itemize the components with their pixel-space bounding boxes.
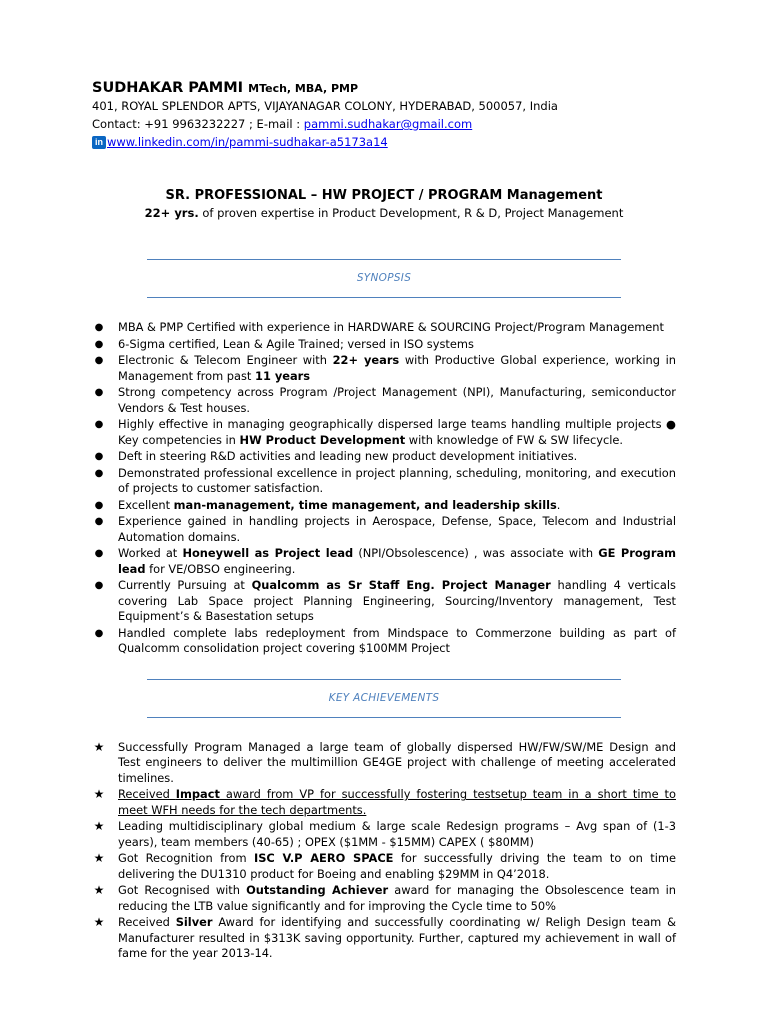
bullet-icon: ● <box>94 419 104 431</box>
bullet-icon: ● <box>94 467 104 479</box>
list-item <box>92 498 676 513</box>
item-text: Strong competency across Program /Project Management (NPI), Manufacturing, semiconductor Vendors & Test houses. <box>118 385 676 415</box>
phone-text: Contact: +91 9963232227 ; E-mail : <box>92 117 304 131</box>
list-item <box>92 449 676 464</box>
star-icon: ★ <box>93 851 105 866</box>
item-text: MBA & PMP Certified with experience in HARDWARE & SOURCING Project/Program Management <box>118 320 664 334</box>
item-text: Currently Pursuing at <box>118 578 252 593</box>
list-item <box>92 320 676 335</box>
item-text: Received <box>118 787 176 802</box>
synopsis-list <box>92 320 676 658</box>
item-text: with knowledge of FW & SW lifecycle. <box>405 432 624 447</box>
professional-subtitle <box>0 206 768 220</box>
linkedin-line <box>92 135 388 149</box>
divider-line <box>147 259 621 260</box>
achievements-heading: KEY ACHIEVEMENTS <box>328 692 440 704</box>
list-item <box>92 546 676 577</box>
item-emphasis: Qualcomm as Sr Staff Eng. Project Manager <box>251 578 551 593</box>
star-icon: ★ <box>93 740 105 754</box>
list-item <box>92 514 676 545</box>
item-text: Highly effective in managing geographically dispersed large teams handling multiple projects ● Key competencies in <box>118 417 676 447</box>
postal-address: 401, ROYAL SPLENDOR APTS, VIJAYANAGAR COLONY, HYDERABAD, 500057, India <box>92 99 558 113</box>
bullet-icon: ● <box>94 322 104 333</box>
item-text: with Productive Global experience, working in Management from past <box>118 353 676 383</box>
item-text: Demonstrated professional excellence in project planning, scheduling, monitoring, and execution of projects to customer satisfaction. <box>118 465 676 496</box>
bullet-icon: ● <box>94 387 104 399</box>
item-emphasis: Silver <box>175 915 213 930</box>
candidate-name: SUDHAKAR PAMMI <box>92 80 244 96</box>
star-icon: ★ <box>93 883 105 898</box>
email-link[interactable]: pammi.sudhakar@gmail.com <box>303 117 473 131</box>
item-text: 6-Sigma certified, Lean & Agile Trained; versed in ISO systems <box>118 336 474 351</box>
item-text: award for managing the Obsolescence team in reducing the LTB value significantly and for improving the Cycle time to 50% <box>118 883 676 913</box>
item-emphasis: ISC V.P AERO SPACE <box>253 851 394 866</box>
divider-line <box>147 297 621 298</box>
list-item <box>92 466 676 497</box>
years-experience: 22+ yrs. <box>144 206 199 220</box>
divider-line <box>147 717 621 718</box>
list-item <box>92 337 676 352</box>
item-emphasis: 22+ years <box>332 353 400 368</box>
list-item <box>92 353 676 384</box>
list-item <box>92 578 676 624</box>
item-text: Deft in steering R&D activities and leading new product development initiatives. <box>118 449 578 464</box>
list-item <box>92 626 676 657</box>
item-text: Electronic & Telecom Engineer with <box>118 353 333 368</box>
bullet-icon: ● <box>94 338 104 350</box>
item-emphasis: 11 years <box>255 368 311 383</box>
item-text: for VE/OBSO engineering. <box>145 561 296 576</box>
item-text: Got Recognition from <box>118 851 254 866</box>
item-text: Handled complete labs redeployment from Mindspace to Commerzone building as part of Qualcomm consolidation project covering $100MM Project <box>118 625 676 656</box>
professional-title: SR. PROFESSIONAL – HW PROJECT / PROGRAM Management <box>165 188 603 203</box>
item-emphasis: man-management, time management, and leadership skills <box>173 497 557 512</box>
item-emphasis: Outstanding Achiever <box>246 883 389 898</box>
list-item <box>92 819 676 850</box>
subtitle-text: of proven expertise in Product Development, R & D, Project Management <box>198 206 624 220</box>
synopsis-heading: SYNOPSIS <box>356 272 412 284</box>
item-text: Worked at <box>118 546 183 561</box>
item-text: Leading multidisciplinary global medium & large scale Redesign programs – Avg span of (1-3 years), team members (40-65) ; OPEX ($1MM - $15MM) CAPEX ( $80MM) <box>118 819 676 849</box>
bullet-icon: ● <box>94 355 104 367</box>
item-emphasis: GE Program lead <box>118 546 676 576</box>
achievements-list <box>92 740 676 963</box>
list-item <box>92 417 676 448</box>
candidate-credentials: MTech, MBA, PMP <box>248 82 359 95</box>
linkedin-link[interactable]: www.linkedin.com/in/pammi-sudhakar-a5173a14 <box>107 135 388 149</box>
star-icon: ★ <box>93 915 105 930</box>
item-emphasis: HW Product Development <box>239 432 406 447</box>
bullet-icon: ● <box>94 451 104 463</box>
bullet-icon: ● <box>94 548 104 560</box>
bullet-icon: ● <box>94 499 104 511</box>
item-text: Successfully Program Managed a large team of globally dispersed HW/FW/SW/ME Design and Test engineers to deliver the multimillion GE4GE project with challenge of meeting accelerated timelines. <box>118 740 676 785</box>
item-text: for successfully driving the team to on time delivering the DU1310 product for Boeing and enabling $29MM in Q4’2018. <box>118 851 676 881</box>
item-text: Received <box>118 915 176 930</box>
item-text: . <box>556 497 561 512</box>
list-item <box>92 915 676 961</box>
list-item <box>92 851 676 882</box>
star-icon: ★ <box>93 819 105 834</box>
item-text: award from VP for successfully fostering testsetup team in a short time to meet WFH needs for the tech departments. <box>118 787 676 817</box>
item-text: Got Recognised with <box>118 883 247 898</box>
divider-line <box>147 679 621 680</box>
item-text: (NPI/Obsolescence) , was associate with <box>353 546 599 561</box>
item-text: Experience gained in handling projects in Aerospace, Defense, Space, Telecom and Industrial Automation domains. <box>118 514 676 544</box>
list-item <box>92 883 676 914</box>
item-text: Excellent <box>118 497 174 512</box>
item-text: handling 4 verticals covering Lab Space project Planning Engineering, Sourcing/Inventory management, Test Equipment’s & Basestation setups <box>118 578 676 624</box>
list-item <box>92 385 676 416</box>
list-item <box>92 740 676 786</box>
item-text: Award for identifying and successfully coordinating w/ Religh Design team & Manufacturer resulted in $313K saving opportunity. Further, captured my achievement in wall of fame for the year 2013-14. <box>118 915 676 961</box>
item-emphasis: Impact <box>175 787 220 802</box>
bullet-icon: ● <box>94 627 104 639</box>
linkedin-icon: in <box>92 136 106 149</box>
bullet-icon: ● <box>94 516 104 528</box>
bullet-icon: ● <box>94 580 104 592</box>
contact-line <box>92 117 472 131</box>
star-icon: ★ <box>93 787 105 802</box>
item-emphasis: Honeywell as Project lead <box>182 546 354 561</box>
candidate-name-line <box>92 80 358 96</box>
list-item <box>92 787 676 818</box>
